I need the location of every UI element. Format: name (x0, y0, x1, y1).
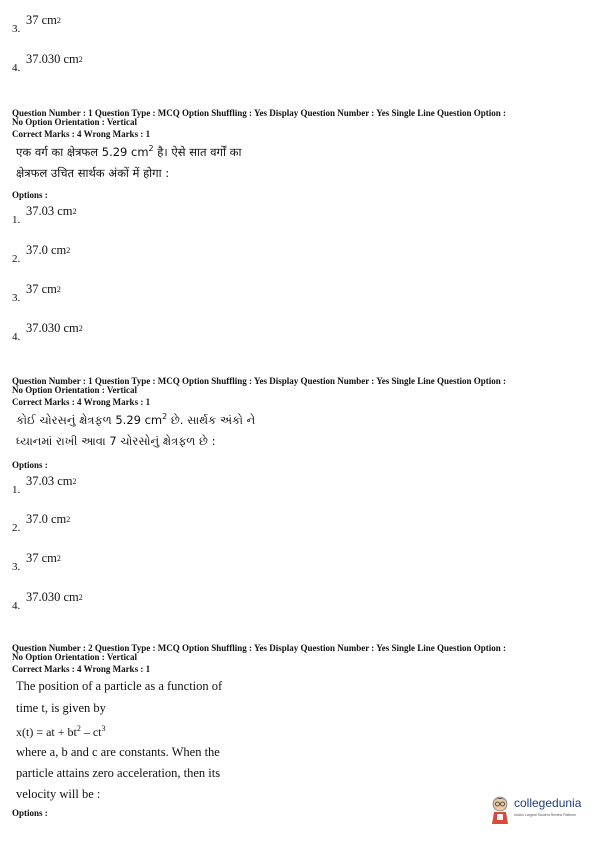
option-number: 3. (12, 23, 21, 35)
option-superscript: 2 (78, 55, 83, 64)
question-marks: Correct Marks : 4 Wrong Marks : 1 (12, 664, 151, 674)
option-superscript: 2 (56, 285, 61, 294)
question-text-line6: velocity will be : (16, 787, 101, 801)
option-number: 1. (12, 214, 21, 226)
question-text-line1 (16, 144, 241, 160)
option-2 (12, 243, 70, 265)
options-label: Options : (12, 190, 48, 200)
question-meta-line1: Question Number : 1 Question Type : MCQ Option Shuffling : Yes Display Question Number : Yes Single Line Question Option : (12, 108, 506, 118)
option-number: 3. (12, 561, 21, 573)
option-value: 37 cm (26, 13, 57, 27)
logo-tagline: India's Largest Student Review Platform (514, 813, 577, 817)
option-4 (12, 321, 83, 343)
option-value: 37 cm (26, 551, 57, 565)
question-text-line2: क्षेत्रफल उचित सार्थक अंकों में होगा : (16, 166, 170, 180)
question-text: एक वर्ग का क्षेत्रफल 5.29 cm (16, 145, 149, 159)
logo-text: collegedunia (514, 796, 582, 810)
option-value: 37.0 cm (26, 512, 67, 526)
options-label: Options : (12, 460, 48, 470)
question-meta-line1: Question Number : 1 Question Type : MCQ Option Shuffling : Yes Display Question Number : Yes Single Line Question Option : (12, 376, 506, 386)
option-value: 37.030 cm (26, 321, 79, 335)
option-superscript: 2 (56, 554, 61, 563)
option-superscript: 2 (56, 16, 61, 25)
option-4-top (12, 52, 83, 74)
option-number: 4. (12, 62, 21, 74)
option-superscript: 2 (78, 324, 83, 333)
option-1 (12, 474, 77, 496)
superscript: 2 (162, 412, 168, 421)
option-superscript: 2 (78, 593, 83, 602)
question-marks: Correct Marks : 4 Wrong Marks : 1 (12, 129, 151, 139)
question-text: કોઈ ચોરસનું ક્ષેત્રફળ 5.29 cm (16, 413, 163, 427)
options-label: Options : (12, 808, 48, 818)
option-value: 37.030 cm (26, 52, 79, 66)
option-number: 1. (12, 484, 21, 496)
equation-part: – ct (80, 725, 102, 739)
option-4 (12, 590, 83, 612)
question-meta-line2: No Option Orientation : Vertical (12, 117, 137, 127)
question-meta-line1: Question Number : 2 Question Type : MCQ Option Shuffling : Yes Display Question Number : Yes Single Line Question Option : (12, 643, 506, 653)
option-superscript: 2 (72, 207, 77, 216)
option-3-top (12, 13, 61, 35)
question-equation (16, 724, 106, 740)
option-superscript: 2 (72, 477, 77, 486)
option-number: 2. (12, 522, 21, 534)
question-meta-line2: No Option Orientation : Vertical (12, 385, 137, 395)
question-marks: Correct Marks : 4 Wrong Marks : 1 (12, 397, 151, 407)
mascot-icon (488, 794, 512, 826)
option-3 (12, 282, 61, 304)
option-value: 37.0 cm (26, 243, 67, 257)
question-text-line2: time t, is given by (16, 701, 106, 715)
question-text-line4: where a, b and c are constants. When the (16, 745, 220, 759)
superscript: 2 (148, 144, 154, 153)
question-text-line1: The position of a particle as a function of (16, 679, 223, 693)
option-superscript: 2 (66, 515, 71, 524)
superscript: 2 (76, 724, 81, 733)
option-value: 37.03 cm (26, 474, 73, 488)
option-number: 4. (12, 600, 21, 612)
question-meta-line2: No Option Orientation : Vertical (12, 652, 137, 662)
question-text: है। ऐसे सात वर्गों का (153, 145, 242, 159)
option-1 (12, 204, 77, 226)
question-text-line2: ધ્યાનમાં રાખી આવા 7 ચોરસોનું ક્ષેત્રફળ છે : (16, 434, 216, 448)
collegedunia-logo (488, 794, 588, 828)
superscript: 3 (101, 724, 106, 733)
option-number: 3. (12, 292, 21, 304)
question-text-line1 (16, 412, 255, 428)
option-value: 37 cm (26, 282, 57, 296)
question-text: છે. સાર્થક અંકો ને (167, 413, 256, 427)
option-3 (12, 551, 61, 573)
question-text-line5: particle attains zero acceleration, then its (16, 766, 221, 780)
option-number: 4. (12, 331, 21, 343)
option-2 (12, 512, 70, 534)
option-value: 37.030 cm (26, 590, 79, 604)
option-superscript: 2 (66, 246, 71, 255)
option-number: 2. (12, 253, 21, 265)
option-value: 37.03 cm (26, 204, 73, 218)
equation-part: x(t) = at + bt (16, 725, 77, 739)
